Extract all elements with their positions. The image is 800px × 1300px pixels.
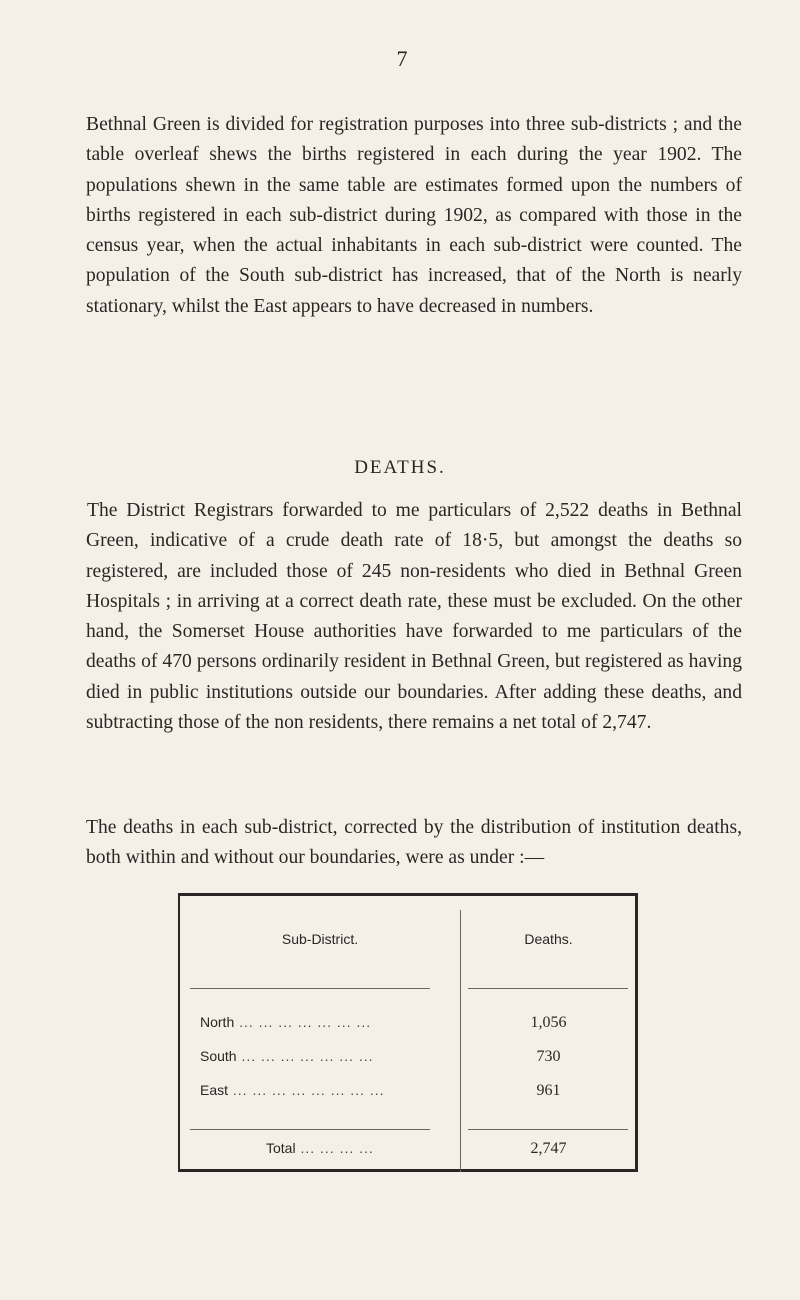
header-rule-left bbox=[190, 988, 430, 989]
header-deaths: Deaths. bbox=[524, 931, 573, 947]
row-label: East ... ... ... ... ... ... ... ... bbox=[200, 1082, 385, 1098]
row-deaths-value: 730 bbox=[536, 1048, 561, 1065]
table-total-row bbox=[180, 1140, 635, 1160]
table-row bbox=[180, 1014, 635, 1034]
table-row bbox=[180, 1082, 635, 1102]
total-deaths-value: 2,747 bbox=[530, 1140, 567, 1157]
total-label: Total ... ... ... ... bbox=[266, 1140, 374, 1156]
deaths-paragraph: The District Registrars forwarded to me particulars of 2,522 deaths in Bethnal Green, indicative of a crude death rate of 18·5, but amongst the deaths so registered, are included those of 245 non-residents who died in Bethnal Green Hospitals ; in arriving at a correct death rate, these must be excluded. On the other hand, the Somerset House authorities have forwarded to me particulars of the deaths of 470 persons ordinarily resident in Bethnal Green, but registered as having died in public institutions outside our boundaries. After adding these deaths, and subtracting those of the non residents, there remains a net total of 2,747. bbox=[86, 500, 742, 734]
header-rule-right bbox=[468, 988, 628, 989]
row-label: South ... ... ... ... ... ... ... bbox=[200, 1048, 374, 1064]
table-row bbox=[180, 1048, 635, 1068]
row-deaths-value: 1,056 bbox=[530, 1014, 567, 1031]
row-label: North ... ... ... ... ... ... ... bbox=[200, 1014, 372, 1030]
page-number: 7 bbox=[396, 46, 408, 71]
section-heading: DEATHS. bbox=[354, 457, 446, 478]
deaths-table bbox=[178, 893, 638, 1172]
subdistrict-intro-paragraph: The deaths in each sub-district, corrected by the distribution of institution deaths, both within and without our boundaries, were as under :— bbox=[86, 817, 742, 869]
column-divider bbox=[460, 910, 461, 1172]
total-rule-left bbox=[190, 1129, 430, 1130]
total-rule-right bbox=[468, 1129, 628, 1130]
intro-paragraph: Bethnal Green is divided for registration purposes into three sub-districts ; and the table overleaf shews the births registered in each during the year 1902. The populations shewn in the same table are estimates formed upon the numbers of births registered in each sub-district during 1902, as compared with those in the census year, when the actual inhabitants in each sub-district were counted. The population of the South sub-district has increased, that of the North is nearly stationary, whilst the East appears to have decreased in numbers. bbox=[86, 114, 742, 317]
row-deaths-value: 961 bbox=[536, 1082, 561, 1099]
header-sub-district: Sub-District. bbox=[281, 931, 359, 947]
